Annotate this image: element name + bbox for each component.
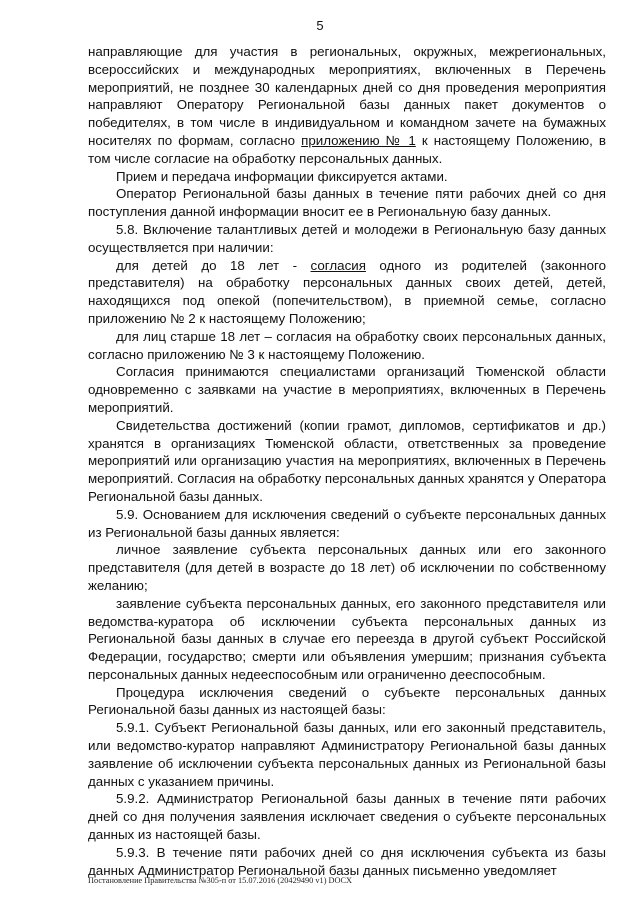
- page-number: 5: [316, 18, 324, 33]
- paragraph-exclusion-procedure: Процедура исключения сведений о субъекте персональных данных Региональной базы данных из настоящей базы:: [88, 684, 606, 718]
- paragraph-achievements: Свидетельства достижений (копии грамот, дипломов, сертификатов и др.) хранятся в организациях Тюменской области, ответственных за проведение мероприятий или организацию участия на мероприятиях, включенных в Перечень мероприятий. Согласия на обработку персональных данных хранятся у Оператора Региональной базы данных.: [88, 417, 606, 504]
- paragraph-2: Прием и передача информации фиксируется актами.: [116, 168, 448, 184]
- paragraph-1-text-a: направляющие для участия в региональных, окружных, межрегиональных, всероссийских и международных мероприятиях, включенных в Перечень мероприятий, не позднее 30 календарных дней со дня проведения мероприятия направляют Оператору Региональной базы данных пакет документов о победителях, в том числе в индивидуальном и командном зачете на бумажных носителях по формам, согласно: [88, 44, 606, 148]
- paragraph-1: [88, 43, 606, 168]
- paragraph-consent-acceptance: Согласия принимаются специалистами организаций Тюменской области одновременно с заявками на участие в мероприятиях, включенных в Перечень мероприятий.: [88, 364, 606, 415]
- paragraph-personal-statement: личное заявление субъекта персональных данных или его законного представителя (для детей в возрасте до 18 лет) об исключении по собственному желанию;: [88, 542, 606, 593]
- paragraph-5-9-1: 5.9.1. Субъект Региональной базы данных, или его законный представитель, или ведомство-куратор направляют Администратору Региональной базы данных заявление об исключении субъекта персональных данных из Региональной базы данных с указанием причины.: [88, 720, 606, 789]
- document-body: [88, 43, 606, 879]
- paragraph-3: Оператор Региональной базы данных в течение пяти рабочих дней со дня поступления данной информации вносит ее в Региональную базу данных.: [88, 186, 606, 220]
- consent-link[interactable]: согласия: [310, 257, 366, 273]
- paragraph-children-consent-text-a: для детей до 18 лет -: [116, 257, 311, 273]
- paragraph-5-9: 5.9. Основанием для исключения сведений о субъекте персональных данных из Региональной базы данных является:: [88, 506, 606, 540]
- paragraph-5-9-2: 5.9.2. Администратор Региональной базы данных в течение пяти рабочих дней со дня получения заявления исключает сведения о субъекте персональных данных из настоящей базы.: [88, 791, 606, 843]
- paragraph-children-consent: [88, 257, 606, 328]
- paragraph-5-9-3: 5.9.3. В течение пяти рабочих дней со дня исключения субъекта из базы данных Администратор Региональной базы данных письменно уведомляет: [88, 844, 606, 878]
- appendix-1-link[interactable]: приложению № 1: [301, 132, 416, 148]
- paragraph-statement-reasons: заявление субъекта персональных данных, его законного представителя или ведомства-куратора об исключении субъекта персональных данных из Региональной базы данных в случае его переезда в другой субъект Российской Федерации, государство; смерти или объявления умершим; признания субъекта персональных данных недееспособным или ограниченно дееспособным.: [88, 595, 606, 682]
- paragraph-adults-consent: для лиц старше 18 лет – согласия на обработку своих персональных данных, согласно приложению № 3 к настоящему Положению.: [88, 328, 606, 362]
- document-footer: Постановление Правительства №305-п от 15.07.2016 (20429490 v1) DOCX: [88, 876, 353, 885]
- paragraph-1-text-b: к настоящему Положению, в том числе согласие на обработку персональных данных.: [88, 132, 606, 166]
- paragraph-children-consent-text-b: одного из родителей (законного представителя) на обработку персональных данных своих детей, детей, находящихся под опекой (попечительством), в приемной семье, согласно приложению № 2 к настоящему Положению;: [88, 257, 606, 326]
- paragraph-5-8: 5.8. Включение талантливых детей и молодежи в Региональную базу данных осуществляется при наличии:: [88, 221, 606, 255]
